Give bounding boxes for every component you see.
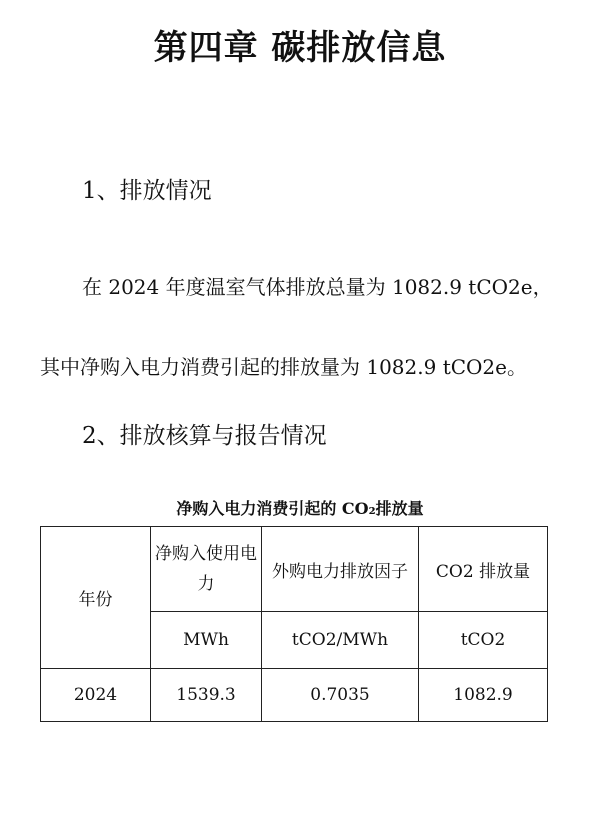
cell-co2-emission: 1082.9 [419, 669, 548, 722]
header-electricity: 净购入使用电力 [151, 527, 262, 612]
cell-electricity: 1539.3 [151, 669, 262, 722]
section-heading-accounting: 2、排放核算与报告情况 [82, 423, 327, 449]
header-co2-emission: CO2 排放量 [419, 527, 548, 612]
header-emission-factor: 外购电力排放因子 [262, 527, 419, 612]
unit-emission-factor: tCO2/MWh [262, 612, 419, 669]
emissions-summary-paragraph: 在 2024 年度温室气体排放总量为 1082.9 tCO2e，其中净购入电力消费引起的排放量为 1082.9 tCO2e。 [40, 275, 553, 379]
cell-year: 2024 [41, 669, 151, 722]
unit-co2-emission: tCO2 [419, 612, 548, 669]
table-caption: 净购入电力消费引起的 CO₂排放量 [176, 499, 424, 518]
emissions-table [40, 526, 548, 722]
table-header-row [41, 527, 548, 612]
header-year: 年份 [41, 527, 151, 669]
chapter-title: 第四章 碳排放信息 [153, 28, 447, 68]
cell-emission-factor: 0.7035 [262, 669, 419, 722]
unit-electricity: MWh [151, 612, 262, 669]
section-heading-emissions: 1、排放情况 [82, 178, 212, 204]
table-row [41, 669, 548, 722]
